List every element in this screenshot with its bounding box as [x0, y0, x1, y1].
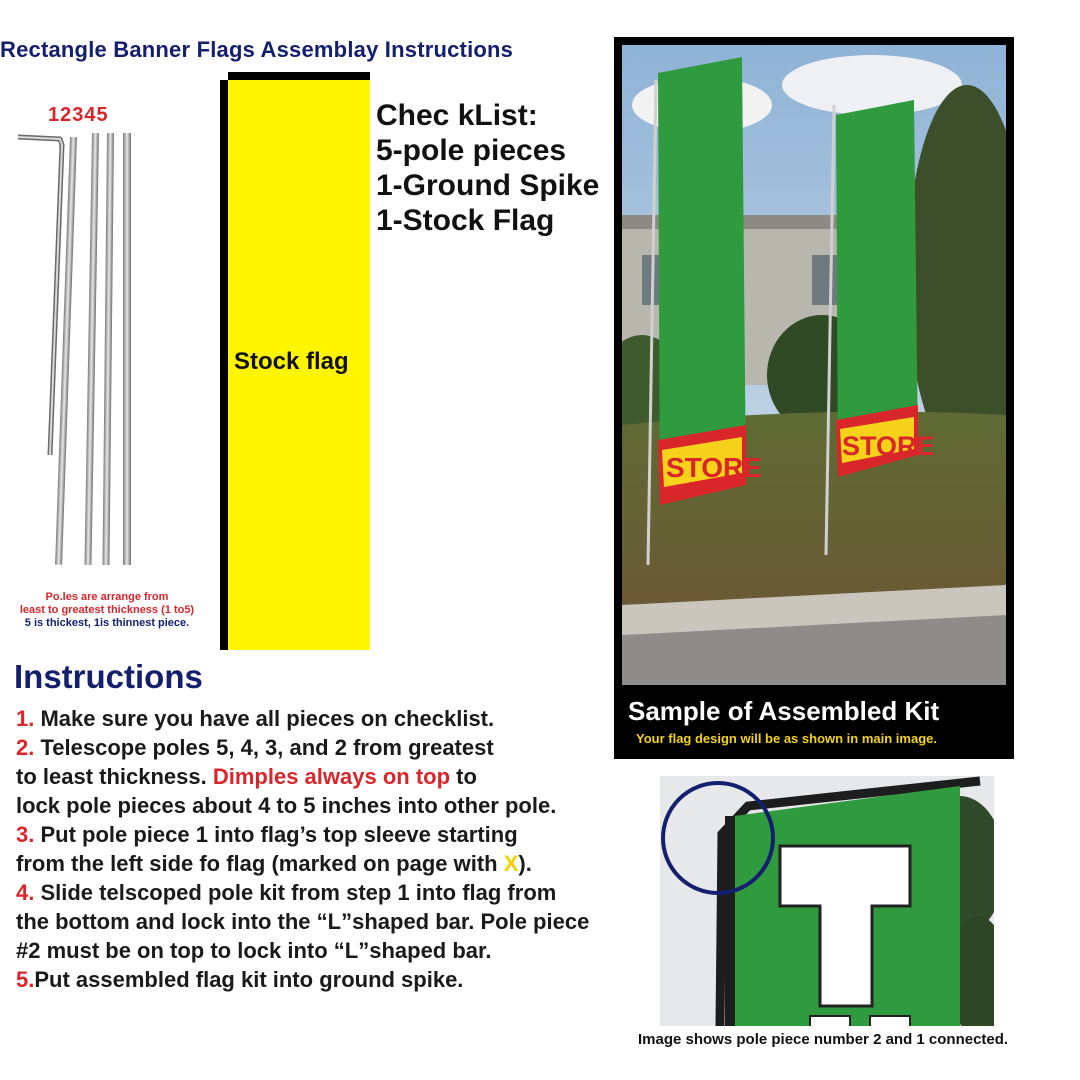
sample-subtitle: Your flag design will be as shown in main image. — [636, 731, 937, 746]
page-title: Rectangle Banner Flags Assemblay Instructions — [0, 37, 514, 62]
poles-illustration — [10, 125, 150, 575]
sample-flag-right — [836, 100, 918, 477]
instructions-heading: Instructions — [14, 658, 203, 695]
poles-note — [2, 591, 212, 630]
step-2-cont2: lock pole pieces about 4 to 5 inches into other pole. — [16, 793, 557, 818]
checklist-heading: Chec kList: — [376, 99, 538, 132]
sample-flag-left-store: STORE — [666, 452, 762, 483]
sample-title: Sample of Assembled Kit — [628, 696, 940, 726]
step-5: 5.Put assembled flag kit into ground spike. — [16, 967, 464, 992]
step-4-cont: the bottom and lock into the “L”shaped bar. Pole piece — [16, 909, 590, 934]
step-1: 1. Make sure you have all pieces on checklist. — [16, 706, 495, 731]
sample-flag-right-store: STORE — [842, 431, 935, 461]
checklist — [376, 98, 599, 238]
dimples-highlight: Dimples always on top — [212, 764, 451, 789]
sample-flag-left — [658, 57, 746, 505]
step-3-cont: from the left side fo flag (marked on page with X). — [16, 851, 532, 876]
instructions-list — [16, 704, 589, 994]
step-2: 2. Telescope poles 5, 4, 3, and 2 from greatest — [16, 735, 494, 760]
x-marker: X — [503, 851, 519, 876]
step-4: 4. Slide telscoped pole kit from step 1 into flag from — [16, 880, 557, 905]
step-4-cont2: #2 must be on top to lock into “L”shaped bar. — [16, 938, 492, 963]
step-3: 3. Put pole piece 1 into flag’s top sleeve starting — [16, 822, 518, 847]
checklist-item: 5-pole pieces — [376, 134, 567, 167]
pole-3 — [84, 133, 99, 565]
sample-photo — [622, 45, 1006, 685]
pole-numbers: 12345 — [48, 104, 109, 126]
poles-note-line2: least to greatest thickness (1 to5) — [19, 604, 195, 616]
detail-photo — [660, 776, 994, 1026]
flag-top-sleeve — [228, 72, 370, 80]
detail-caption: Image shows pole piece number 2 and 1 connected. — [638, 1031, 1009, 1048]
poles-note-line1: Po.les are arrange from — [45, 591, 169, 603]
checklist-item: 1-Stock Flag — [376, 204, 555, 237]
poles-note-line3: 5 is thickest, 1is thinnest piece. — [24, 617, 190, 629]
checklist-item: 1-Ground Spike — [376, 169, 600, 202]
pole-5 — [123, 133, 131, 565]
step-2-cont: to least thickness. Dimples always on top to — [16, 764, 477, 789]
pole-4 — [102, 133, 114, 565]
stock-flag-label: Stock flag — [234, 348, 349, 375]
